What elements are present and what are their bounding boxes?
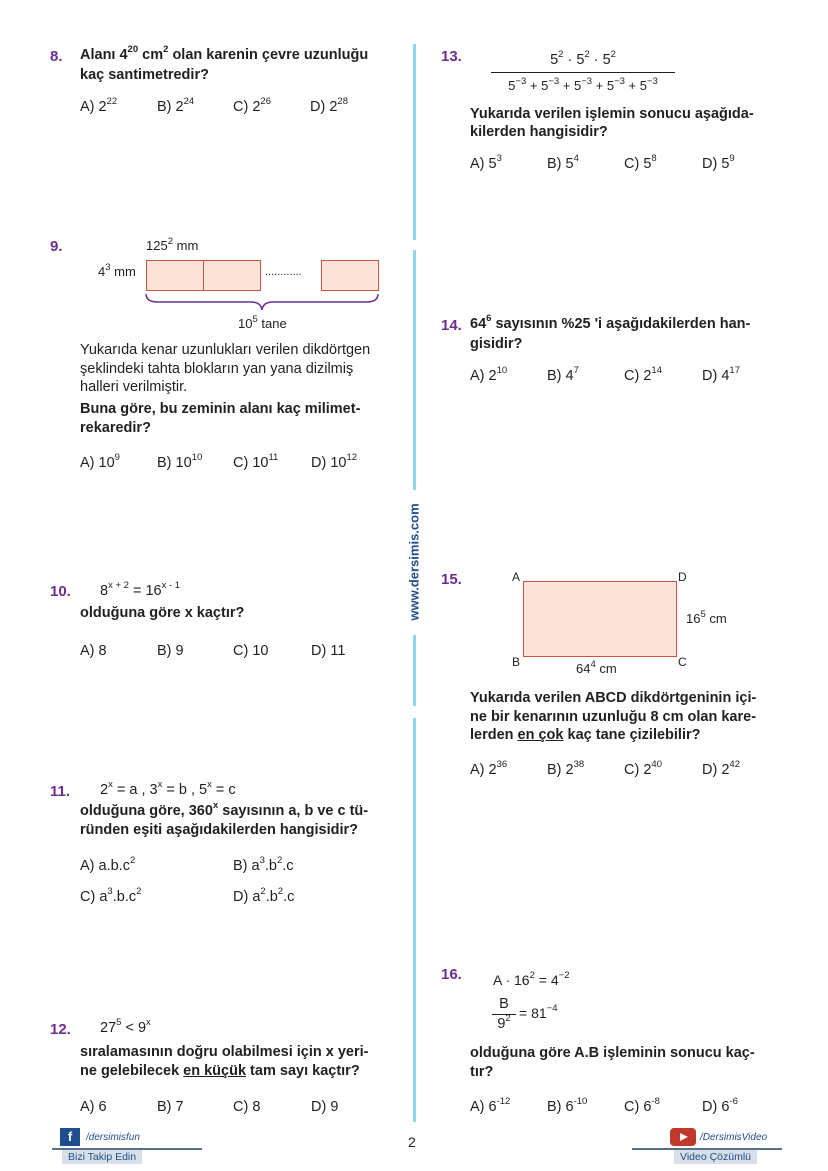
option-d[interactable]: D) $a^2.b^2.c$ bbox=[233, 886, 295, 905]
question-11-text: olduğuna göre, 360$^x$ sayısının a, b ve c tü- bbox=[80, 800, 369, 819]
footer-line bbox=[632, 1148, 782, 1150]
question-9-text: halleri verilmiştir. bbox=[80, 379, 188, 395]
option-d[interactable]: D) $2^{28}$ bbox=[310, 96, 348, 115]
block-dots: ............ bbox=[265, 266, 302, 278]
fraction-bar bbox=[492, 1014, 516, 1015]
vertex-b-label: B bbox=[512, 655, 521, 669]
option-a[interactable]: A) $2^{10}$ bbox=[470, 365, 508, 384]
option-d[interactable]: D) $2^{42}$ bbox=[702, 759, 740, 778]
option-c[interactable]: C) $2^{40}$ bbox=[624, 759, 662, 778]
question-15-text: lerden en çok kaç tane çizilebilir? bbox=[470, 727, 701, 743]
option-c[interactable]: C) $a^3.b.c^2$ bbox=[80, 886, 142, 905]
question-8-text: Alanı $4^{20}$ $cm^2$ olan karenin çevre uzunluğu bbox=[80, 44, 369, 63]
option-a[interactable]: A) $a.b.c^2$ bbox=[80, 855, 136, 874]
option-a[interactable]: A) $2^{36}$ bbox=[470, 759, 508, 778]
page-number: 2 bbox=[408, 1134, 416, 1150]
block-rectangle bbox=[146, 260, 204, 291]
option-c[interactable]: C) $5^8$ bbox=[624, 153, 657, 172]
question-9-question: Buna göre, bu zeminin alanı kaç milimet- bbox=[80, 401, 361, 417]
option-a[interactable]: A) $10^9$ bbox=[80, 452, 120, 471]
question-12-text: ne gelebilecek en küçük tam sayı kaçtır? bbox=[80, 1063, 360, 1079]
option-d[interactable]: D) $4^{17}$ bbox=[702, 365, 740, 384]
facebook-tag: Bizi Takip Edin bbox=[62, 1150, 142, 1164]
block-width-label: $125^2$ mm bbox=[146, 235, 199, 253]
divider-gap bbox=[405, 240, 425, 250]
option-b[interactable]: B) 9 bbox=[157, 643, 184, 659]
question-10-equation: $8^{x + 2} = 16^{x - 1}$ bbox=[100, 580, 181, 599]
option-b[interactable]: B) 7 bbox=[157, 1099, 184, 1115]
question-9-number: 9. bbox=[50, 238, 63, 255]
option-b[interactable]: B) $5^4$ bbox=[547, 153, 579, 172]
question-14-text: gisidir? bbox=[470, 336, 523, 352]
block-height-label: $4^3$ mm bbox=[98, 261, 136, 279]
watermark: www.dersimis.com bbox=[406, 503, 422, 621]
question-11-number: 11. bbox=[50, 783, 71, 800]
question-16-number: 16. bbox=[441, 966, 462, 983]
rectangle-abcd bbox=[523, 581, 677, 657]
question-12-number: 12. bbox=[50, 1021, 71, 1038]
question-10-text: olduğuna göre x kaçtır? bbox=[80, 605, 245, 621]
option-b[interactable]: B) $2^{24}$ bbox=[157, 96, 195, 115]
question-9-text: Yukarıda kenar uzunlukları verilen dikdörtgen bbox=[80, 342, 371, 358]
block-rectangle bbox=[321, 260, 379, 291]
option-c[interactable]: C) $2^{14}$ bbox=[624, 365, 662, 384]
brace bbox=[143, 292, 383, 312]
question-10-number: 10. bbox=[50, 583, 71, 600]
option-a[interactable]: A) $2^{22}$ bbox=[80, 96, 118, 115]
question-13-text: Yukarıda verilen işlemin sonucu aşağıda- bbox=[470, 106, 754, 122]
question-14-number: 14. bbox=[441, 317, 462, 334]
option-d[interactable]: D) $10^{12}$ bbox=[311, 452, 358, 471]
question-9-question: rekaredir? bbox=[80, 420, 151, 436]
option-c[interactable]: C) $2^{26}$ bbox=[233, 96, 271, 115]
question-15-text: ne bir kenarının uzunluğu 8 cm olan kare- bbox=[470, 709, 757, 725]
vertex-a-label: A bbox=[512, 570, 521, 584]
side-dc-label: $16^5$ cm bbox=[686, 608, 727, 626]
question-13-text: kilerden hangisidir? bbox=[470, 124, 608, 140]
youtube-tag: Video Çözümlü bbox=[674, 1150, 757, 1164]
option-c[interactable]: C) $10^{11}$ bbox=[233, 452, 279, 471]
option-a[interactable]: A) $6^{-12}$ bbox=[470, 1096, 511, 1115]
side-bc-label: $64^4$ cm bbox=[576, 658, 617, 676]
vertex-c-label: C bbox=[678, 655, 687, 669]
question-11-text: ründen eşiti aşağıdakilerden hangisidir? bbox=[80, 822, 358, 838]
fraction-denominator: $5^{-3} + 5^{-3} + 5^{-3} + 5^{-3} + 5^{-3}$ bbox=[508, 75, 658, 93]
option-c[interactable]: C) 8 bbox=[233, 1099, 261, 1115]
question-12-text: sıralamasının doğru olabilmesi için x yeri- bbox=[80, 1044, 369, 1060]
fraction-numerator: $5^2 \cdot 5^2 \cdot 5^2$ bbox=[550, 49, 616, 68]
option-b[interactable]: B) $6^{-10}$ bbox=[547, 1096, 588, 1115]
option-d[interactable]: D) 11 bbox=[311, 643, 346, 659]
question-13-number: 13. bbox=[441, 48, 462, 65]
question-14-text: $64^6$ sayısının %25 'i aşağıdakilerden han- bbox=[470, 313, 751, 332]
facebook-icon[interactable]: f bbox=[60, 1128, 80, 1146]
option-a[interactable]: A) $5^3$ bbox=[470, 153, 502, 172]
option-c[interactable]: C) 10 bbox=[233, 643, 269, 659]
footer-line bbox=[52, 1148, 202, 1150]
option-b[interactable]: B) $4^7$ bbox=[547, 365, 579, 384]
option-b[interactable]: B) $2^{38}$ bbox=[547, 759, 585, 778]
option-b[interactable]: B) $a^3.b^2.c$ bbox=[233, 855, 294, 874]
question-16-text: olduğuna göre A.B işleminin sonucu kaç- bbox=[470, 1045, 755, 1061]
question-15-number: 15. bbox=[441, 571, 462, 588]
option-b[interactable]: B) $10^{10}$ bbox=[157, 452, 203, 471]
option-c[interactable]: C) $6^{-8}$ bbox=[624, 1096, 660, 1115]
fraction-bar bbox=[491, 72, 675, 73]
fraction-denominator: $9^2$ bbox=[497, 1013, 511, 1032]
fraction-numerator: B bbox=[499, 996, 509, 1012]
question-16-equation-1: $A \cdot 16^2 = 4^{-2}$ bbox=[493, 970, 570, 988]
question-15-text: Yukarıda verilen ABCD dikdörtgeninin içi- bbox=[470, 690, 757, 706]
option-a[interactable]: A) 6 bbox=[80, 1099, 107, 1115]
block-count-label: $10^5$ tane bbox=[238, 313, 287, 331]
question-11-equation: $2^x = a$ , $3^x = b$ , $5^x = c$ bbox=[100, 779, 236, 798]
question-8-text: kaç santimetredir? bbox=[80, 67, 209, 83]
option-d[interactable]: D) $5^9$ bbox=[702, 153, 735, 172]
question-12-equation: $27^5 < 9^x$ bbox=[100, 1017, 151, 1036]
youtube-handle[interactable]: /DersimisVideo bbox=[700, 1132, 768, 1143]
option-a[interactable]: A) 8 bbox=[80, 643, 107, 659]
question-16-equation-2-rhs: = $81^{-4}$ bbox=[519, 1003, 558, 1021]
question-9-text: şeklindeki tahta blokların yan yana dizilmiş bbox=[80, 361, 354, 377]
block-rectangle bbox=[203, 260, 261, 291]
youtube-icon[interactable] bbox=[670, 1128, 696, 1146]
question-8-number: 8. bbox=[50, 48, 63, 65]
question-16-text: tır? bbox=[470, 1064, 494, 1080]
option-d[interactable]: D) 9 bbox=[311, 1099, 339, 1115]
facebook-handle[interactable]: /dersimisfun bbox=[86, 1132, 140, 1143]
vertex-d-label: D bbox=[678, 570, 687, 584]
divider-gap bbox=[405, 706, 425, 718]
option-d[interactable]: D) $6^{-6}$ bbox=[702, 1096, 738, 1115]
